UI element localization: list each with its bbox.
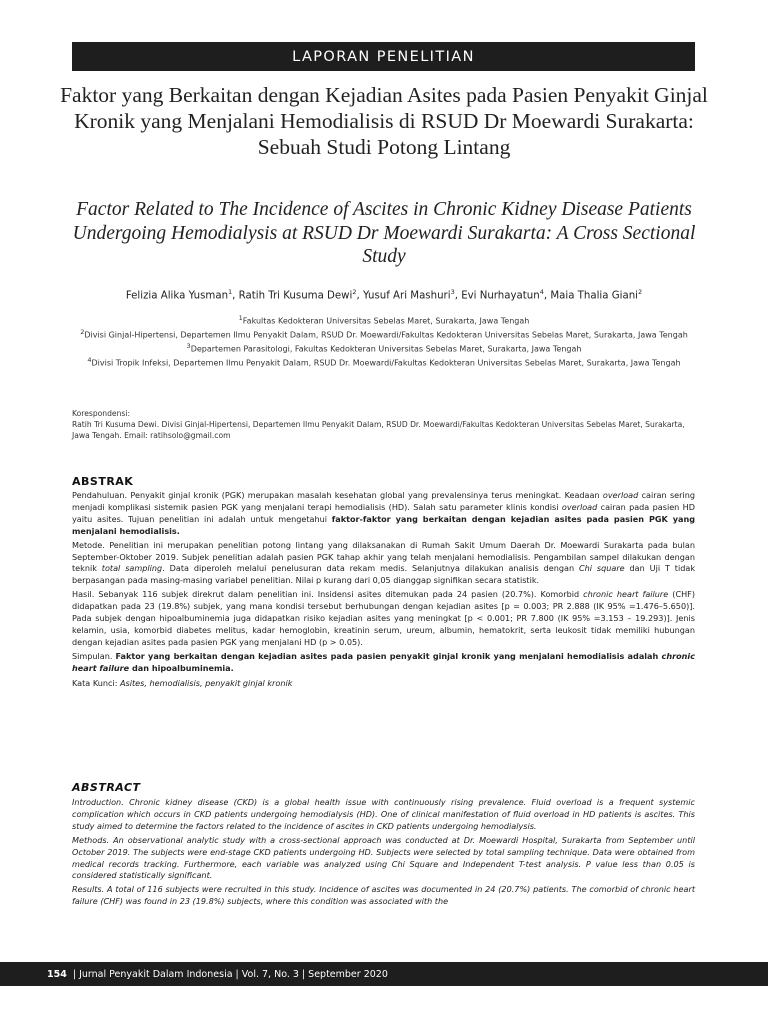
abstract-methods: Methods. An observational analytic study with a cross-sectional approach was conducted at Dr. Moewardi Hospital, Surakarta from September until October 2019. The subjects were end-stage CKD patients undergoing HD. Subjects were selected by total sampling technique. Data were obtained from medical records tracking. Furthermore, each variable was analyzed using Chi Square and Independent T-test analysis. P value less than 0.05 is considered statistically significant.	[72, 834, 695, 881]
affiliation-text: Divisi Ginjal-Hipertensi, Departemen Ilmu Penyakit Dalam, RSUD Dr. Moewardi/Fakultas Kedokteran Universitas Sebelas Maret, Surakarta, Jawa Tengah	[84, 330, 688, 340]
text-run: Pendahuluan. Penyakit ginjal kronik (PGK) merupakan masalah kesehatan global yang prevalensinya terus meningkat. Keadaan	[72, 490, 603, 500]
affiliation-text: Divisi Tropik Infeksi, Departemen Ilmu Penyakit Dalam, RSUD Dr. Moewardi/Fakultas Kedokteran Universitas Sebelas Maret, Surakarta, Jawa Tengah	[91, 359, 681, 369]
affiliation-item	[80, 341, 688, 355]
abstrak-conclusion	[72, 651, 695, 675]
correspondence	[72, 408, 695, 441]
affiliation-item	[80, 327, 688, 341]
text-run-italic: total sampling	[101, 563, 163, 574]
author-list: Felizia Alika Yusman$^1$, Ratih Tri Kusuma Dewi$^2$, Yusuf Ari Mashuri$^3$, Evi Nurhayatun$^4$, Maia Thalia Giani$^2$	[125, 288, 643, 302]
text-run: . Data diperoleh melalui penelusuran data rekam medis. Selanjutnya dilakukan analisis dengan	[162, 563, 579, 574]
author-sup: 1	[228, 288, 233, 296]
author-sup: 2	[638, 288, 643, 296]
text-run: Simpulan.	[72, 650, 116, 661]
title-english: Factor Related to The Incidence of Ascites in Chronic Kidney Disease Patients Undergoing Hemodialysis at RSUD Dr Moewardi Surakarta: A Cross Sectional Study	[72, 199, 696, 267]
affiliation-text: Departemen Parasitologi, Fakultas Kedokteran Universitas Sebelas Maret, Surakarta, Jawa Tengah	[190, 344, 582, 354]
title-indonesian: Faktor yang Berkaitan dengan Kejadian Asites pada Pasien Penyakit Ginjal Kronik yang Menjalani Hemodialisis di RSUD Dr Moewardi Surakarta: Sebuah Studi Potong Lintang	[60, 83, 708, 159]
author-sup: 4	[539, 288, 544, 296]
abstrak-methods	[72, 540, 695, 588]
text-run-italic: overload	[602, 490, 639, 500]
text-run-bold: Faktor yang berkaitan dengan kejadian asites pada pasien penyakit ginjal kronik yang menjalani hemodialisis adalah	[115, 650, 662, 661]
affiliation-sup: 4	[87, 356, 92, 365]
text-run: cairan pada pasien HD yaitu asites. Tujuan penelitian ini adalah untuk mengetahui	[72, 501, 696, 524]
affiliation-sup: 3	[186, 342, 191, 351]
abstrak-body	[72, 490, 695, 692]
abstract-body	[72, 797, 695, 910]
author-sup: 2	[352, 288, 357, 296]
abstrak-heading: ABSTRAK	[72, 475, 134, 488]
text-run: Hasil. Sebanyak 116 subjek direkrut dalam penelitian ini. Insidensi asites ditemukan pada 24 pasien (20.7%). Komorbid	[72, 589, 584, 600]
affiliation-text: Fakultas Kedokteran Universitas Sebelas Maret, Surakarta, Jawa Tengah	[242, 316, 530, 326]
author-sup: 3	[450, 288, 455, 296]
abstract-results: Results. A total of 116 subjects were recruited in this study. Incidence of ascites was documented in 24 (20.7%) patients. The comorbid of chronic heart failure (CHF) was found in 23 (19.8%) subjects, where this condition was associated with the	[72, 884, 695, 907]
affiliation-sup: 2	[80, 328, 85, 337]
text-run-italic: Chi square	[578, 563, 625, 574]
author-name: Maia Thalia Giani	[550, 290, 638, 302]
affiliation-sup: 1	[238, 314, 243, 322]
abstract-heading: ABSTRACT	[72, 781, 141, 794]
text-run: dan Uji T tidak berpasangan pada masing-masing variabel penelitian. Nilai p kurang dari 0,05 dianggap signifikan secara statistik.	[72, 563, 696, 586]
abstract-introduction: Introduction. Chronic kidney disease (CKD) is a global health issue with continuously rising prevalence. Fluid overload is a frequent systemic complication which occurs in CKD patients undergoing hemodialysis (HD). One of clinical manifestation of fluid overload in HD patients is ascites. This study aimed to determine the factors related to the incidence of ascites in CKD patients undergoing hemodialysis.	[72, 797, 695, 831]
abstrak-introduction	[72, 490, 695, 538]
keywords	[72, 678, 695, 690]
affiliation-item	[80, 313, 688, 327]
page-footer	[0, 962, 768, 986]
author-name: Felizia Alika Yusman	[125, 290, 229, 302]
text-run-bold: dan hipoalbuminemia.	[129, 662, 234, 673]
text-run-bold-italic: chronic heart failure	[72, 650, 695, 673]
author-name: Ratih Tri Kusuma Dewi	[238, 290, 353, 302]
affiliation-item	[80, 355, 688, 369]
abstrak-results	[72, 589, 695, 649]
correspondence-label: Korespondensi:	[72, 409, 131, 418]
author-name: Evi Nurhayatun	[461, 290, 540, 302]
section-label: LAPORAN PENELITIAN	[292, 48, 475, 65]
page-number: 154	[47, 968, 67, 980]
text-run: Metode. Penelitian ini merupakan penelitian potong lintang yang dilaksanakan di Rumah Sakit Umum Daerah Dr. Moewardi Surakarta pada bulan September-Oktober 2019. Subjek penelitian adalah pasien PGK tahap akhir yang telah menjalani hemodialisis. Pengambilan sampel dilakukan dengan teknik	[72, 539, 695, 574]
correspondence-text: Ratih Tri Kusuma Dewi. Divisi Ginjal-Hipertensi, Departemen Ilmu Penyakit Dalam, RSUD Dr. Moewardi/Fakultas Kedokteran Universitas Sebelas Maret, Surakarta, Jawa Tengah. Email: ratihsolo@gmail.com	[72, 420, 685, 440]
text-run-italic: chronic heart failure	[583, 589, 669, 600]
text-run-bold: faktor-faktor yang berkaitan dengan kejadian asites pada pasien PGK yang menjalani hemodialisis.	[72, 513, 696, 536]
section-banner	[72, 42, 695, 71]
author-name: Yusuf Ari Mashuri	[362, 290, 451, 302]
text-run: cairan sering menjadi komplikasi sistemik pasien PGK yang menjalani terapi hemodialisis (HD). Salah satu parameter klinis kondisi	[72, 490, 695, 512]
journal-citation: | Jurnal Penyakit Dalam Indonesia | Vol. 7, No. 3 | September 2020	[72, 968, 388, 980]
text-run: (CHF) didapatkan pada 23 (19.8%) subjek, yang mana kondisi tersebut berhubungan dengan kejadian asites [p = 0.003; PR 2.888 (IK 95% =1.476–5.650)]. Pada subjek dengan hipoalbuminemia juga didapatkan risiko kejadian asites yang meningkat [p < 0.001; PR 7.800 (IK 95% =3.153 – 19.293)]. Jenis kelamin, usia, komorbid diabetes melitus, kadar hemoglobin, kreatinin serum, ureum, albumin, hematokrit, serta leukosit tidak memiliki hubungan dengan kejadian asites pada pasien PGK yang menjalani HD (p > 0.05).	[72, 589, 695, 647]
keywords-label: Kata Kunci:	[72, 677, 120, 688]
text-run-italic: overload	[561, 501, 598, 512]
affiliation-list	[80, 313, 688, 370]
keywords-text: Asites, hemodialisis, penyakit ginjal kronik	[120, 677, 293, 688]
